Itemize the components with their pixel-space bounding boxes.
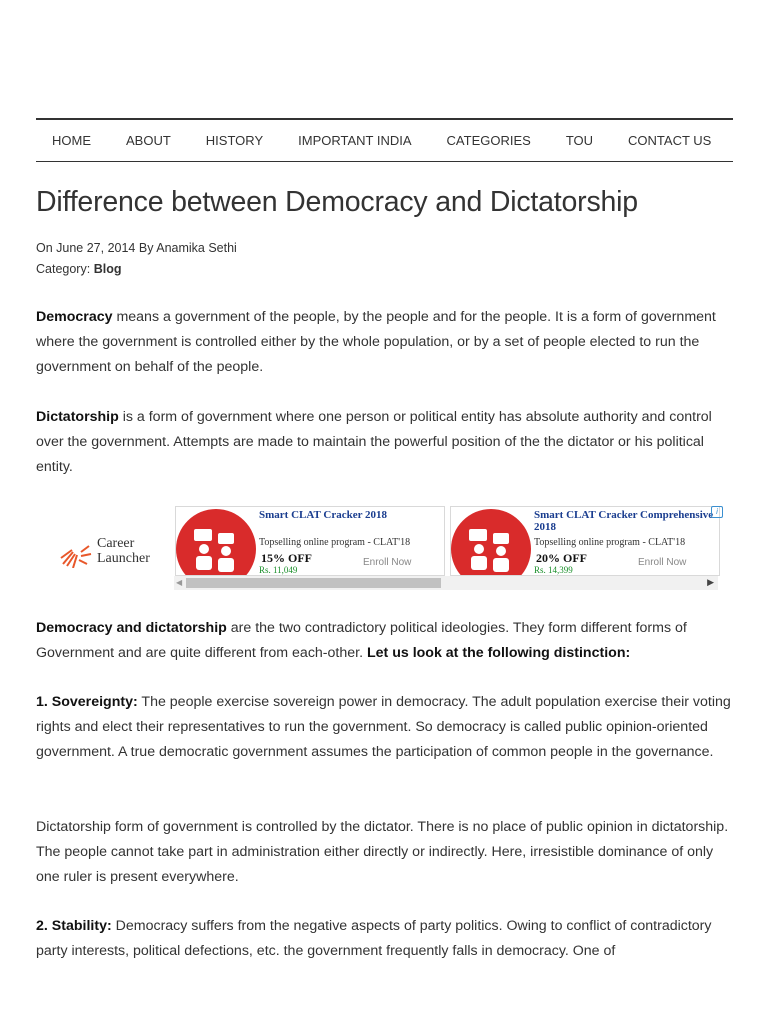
nav-history[interactable]: HISTORY <box>205 133 264 148</box>
nav-about[interactable]: ABOUT <box>126 133 171 148</box>
paragraph-text: is a form of government where one person or political entity has absolute authority and control over the government. Attempts are made to maintain the powerful position of the the dictator or his political entity. <box>36 409 712 475</box>
ad-subtitle: Topselling online program - CLAT'18 <box>259 537 411 548</box>
career-launcher-logo-icon <box>59 538 93 568</box>
main-nav <box>36 118 733 162</box>
term-democracy: Democracy <box>36 309 113 325</box>
term-democracy-and-dictatorship: Democracy and dictatorship <box>36 620 227 636</box>
article-title: Difference between Democracy and Dictatorship <box>36 186 638 218</box>
paragraph-text: means a government of the people, by the people and for the people. It is a form of government where the government is controlled either by the whole population, or by a set of people elected to run the government on behalf of the people. <box>36 309 716 375</box>
nav-home[interactable]: HOME <box>52 133 91 148</box>
post-category <box>36 259 237 280</box>
nav-important-india[interactable]: IMPORTANT INDIA <box>298 133 412 148</box>
enroll-now-button[interactable]: Enroll Now <box>638 557 687 568</box>
logo-line-1: Career <box>97 536 135 551</box>
ad-scrollbar[interactable] <box>174 576 718 590</box>
heading-stability: 2. Stability: <box>36 918 112 934</box>
article-meta <box>36 238 237 280</box>
scrollbar-thumb[interactable] <box>186 578 441 588</box>
distinction-lead: Let us look at the following distinction: <box>366 645 631 661</box>
category-label: Category: <box>36 262 91 276</box>
paragraph-text: Dictatorship form of government is controlled by the dictator. There is no place of public opinion in dictatorship. The people cannot take part in administration either directly or indirectly. Here, irresistible dominance of only one ruler is present everywhere. <box>36 819 729 885</box>
heading-sovereignty: 1. Sovereignty: <box>36 694 138 710</box>
enroll-now-button[interactable]: Enroll Now <box>363 557 412 568</box>
career-launcher-logo[interactable] <box>59 536 169 570</box>
paragraph-democracy <box>36 305 734 380</box>
paragraph-text: The people exercise sovereign power in democracy. The adult population exercise their voting rights and elect their representatives to run the government. So democracy is called public opinion-oriented government. A true democratic government assumes the participation of common people in the governance. <box>36 694 731 760</box>
course-icon <box>176 509 256 576</box>
category-link-blog[interactable]: Blog <box>93 262 122 276</box>
paragraph-contradictory <box>36 616 734 666</box>
ad-subtitle: Topselling online program - CLAT'18 <box>534 537 686 548</box>
paragraph-stability <box>36 914 734 964</box>
career-launcher-logo-text <box>97 536 150 566</box>
scroll-left-icon[interactable]: ◀ <box>176 578 183 587</box>
ad-discount: 15% OFF <box>261 551 312 565</box>
paragraph-dictatorship-sovereignty <box>36 815 734 890</box>
nav-categories[interactable]: CATEGORIES <box>446 133 531 148</box>
term-dictatorship: Dictatorship <box>36 409 119 425</box>
logo-line-2: Launcher <box>97 551 150 566</box>
ad-card-2[interactable] <box>450 506 720 576</box>
advertisement[interactable] <box>55 506 720 592</box>
nav-tou[interactable]: TOU <box>565 133 594 148</box>
ad-card-1[interactable] <box>175 506 445 576</box>
ad-info-icon[interactable]: i <box>711 506 723 518</box>
paragraph-text: Democracy suffers from the negative aspects of party politics. Owing to conflict of contradictory party interests, political defections, etc. the government frequently falls in democracy. One of <box>36 918 712 959</box>
ad-discount: 20% OFF <box>536 551 587 565</box>
course-icon <box>451 509 531 576</box>
ad-price: Rs. 14,399 <box>534 565 573 575</box>
ad-title: Smart CLAT Cracker Comprehensive 2018 <box>534 509 714 533</box>
ad-title: Smart CLAT Cracker 2018 <box>259 509 388 521</box>
paragraph-sovereignty <box>36 690 734 765</box>
people-icon <box>451 509 531 576</box>
nav-contact-us[interactable]: CONTACT US <box>628 133 712 148</box>
paragraph-text: are the two contradictory political ideologies. They form different forms of Government and are quite different from each-other. <box>36 620 687 661</box>
ad-price: Rs. 11,049 <box>259 565 298 575</box>
post-date-author: On June 27, 2014 By Anamika Sethi <box>36 241 237 255</box>
people-icon <box>176 509 256 576</box>
paragraph-dictatorship <box>36 405 734 480</box>
scroll-right-icon[interactable]: ▶ <box>707 577 714 587</box>
